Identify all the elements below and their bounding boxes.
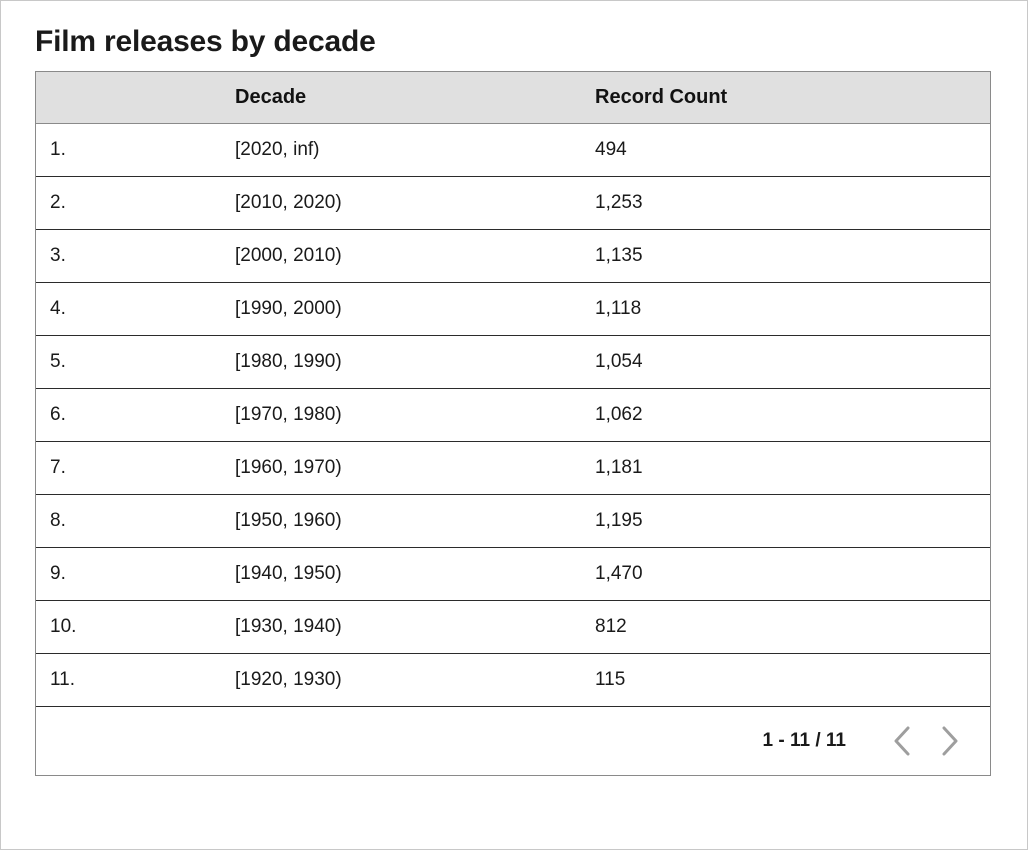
cell-record-count: 1,135: [585, 230, 990, 283]
results-table: [36, 72, 990, 707]
chevron-right-icon[interactable]: [926, 718, 972, 764]
cell-record-count: 812: [585, 601, 990, 654]
row-index: 6.: [36, 389, 225, 442]
cell-record-count: 1,470: [585, 548, 990, 601]
table-row: [36, 283, 990, 336]
column-header-record-count: Record Count: [585, 72, 990, 124]
cell-record-count: 1,054: [585, 336, 990, 389]
table-row: [36, 442, 990, 495]
cell-decade: [1960, 1970): [225, 442, 585, 495]
cell-record-count: 1,195: [585, 495, 990, 548]
row-index: 4.: [36, 283, 225, 336]
table-row: [36, 177, 990, 230]
row-index: 1.: [36, 124, 225, 177]
table-row: [36, 389, 990, 442]
cell-decade: [1990, 2000): [225, 283, 585, 336]
results-table-container: [35, 71, 991, 776]
cell-decade: [2010, 2020): [225, 177, 585, 230]
table-row: [36, 124, 990, 177]
column-header-decade: Decade: [225, 72, 585, 124]
row-index: 2.: [36, 177, 225, 230]
cell-record-count: 1,253: [585, 177, 990, 230]
row-index: 9.: [36, 548, 225, 601]
cell-decade: [2000, 2010): [225, 230, 585, 283]
table-header-row: [36, 72, 990, 124]
table-header: [36, 72, 990, 124]
cell-decade: [1930, 1940): [225, 601, 585, 654]
page-title: Film releases by decade: [35, 25, 376, 58]
row-index: 11.: [36, 654, 225, 707]
row-index: 5.: [36, 336, 225, 389]
cell-decade: [1920, 1930): [225, 654, 585, 707]
table-body: [36, 124, 990, 707]
column-header-index: [36, 72, 225, 124]
cell-record-count: 1,181: [585, 442, 990, 495]
table-row: [36, 601, 990, 654]
cell-decade: [1980, 1990): [225, 336, 585, 389]
cell-record-count: 1,118: [585, 283, 990, 336]
table-row: [36, 495, 990, 548]
table-pagination: [36, 707, 990, 775]
table-row: [36, 336, 990, 389]
chevron-left-icon[interactable]: [880, 718, 926, 764]
table-row: [36, 654, 990, 707]
row-index: 10.: [36, 601, 225, 654]
cell-decade: [1950, 1960): [225, 495, 585, 548]
row-index: 3.: [36, 230, 225, 283]
cell-decade: [1970, 1980): [225, 389, 585, 442]
table-row: [36, 548, 990, 601]
cell-decade: [2020, inf): [225, 124, 585, 177]
pagination-range-label: 1 - 11 / 11: [762, 730, 846, 751]
row-index: 7.: [36, 442, 225, 495]
row-index: 8.: [36, 495, 225, 548]
cell-record-count: 115: [585, 654, 990, 707]
cell-record-count: 1,062: [585, 389, 990, 442]
table-row: [36, 230, 990, 283]
cell-record-count: 494: [585, 124, 990, 177]
cell-decade: [1940, 1950): [225, 548, 585, 601]
